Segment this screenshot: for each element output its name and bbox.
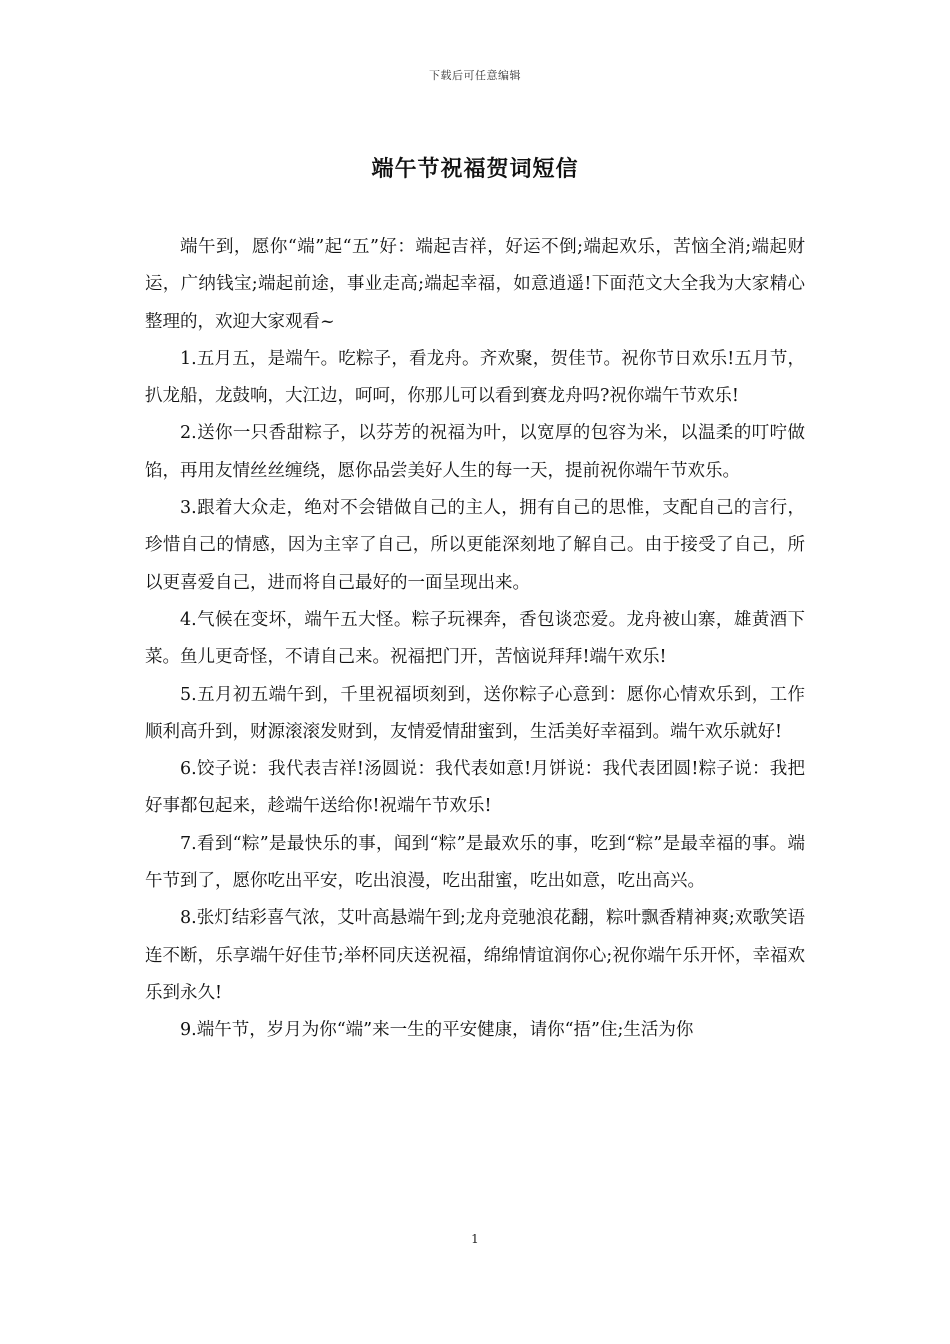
blessing-item-6: 6.饺子说：我代表吉祥!汤圆说：我代表如意!月饼说：我代表团圆!粽子说：我把好事都包起来，趁端午送给你!祝端午节欢乐! — [145, 759, 805, 817]
blessing-item-1: 1.五月五，是端午。吃粽子，看龙舟。齐欢聚，贺佳节。祝你节日欢乐!五月节，扒龙船，龙鼓响，大江边，呵呵，你那儿可以看到赛龙舟吗?祝你端午节欢乐! — [145, 348, 805, 407]
header-note: 下载后可任意编辑 — [429, 69, 521, 82]
page-number: 1 — [471, 1232, 479, 1246]
blessing-item-5: 5.五月初五端午到，千里祝福顷刻到，送你粽子心意到：愿你心情欢乐到，工作顺利高升到，财源滚滚发财到，友情爱情甜蜜到，生活美好幸福到。端午欢乐就好! — [145, 684, 805, 742]
blessing-item-7: 7.看到“粽”是最快乐的事，闻到“粽”是最欢乐的事，吃到“粽”是最幸福的事。端午节到了，愿你吃出平安，吃出浪漫，吃出甜蜜，吃出如意，吃出高兴。 — [145, 833, 805, 892]
blessing-item-8: 8.张灯结彩喜气浓，艾叶高悬端午到;龙舟竞驰浪花翻，粽叶飘香精神爽;欢歌笑语连不断，乐享端午好佳节;举杯同庆送祝福，绵绵情谊润你心;祝你端午乐开怀，幸福欢乐到永久! — [145, 908, 805, 1003]
intro-paragraph: 端午到，愿你“端”起“五”好：端起吉祥，好运不倒;端起欢乐，苦恼全消;端起财运，广纳钱宝;端起前途，事业走高;端起幸福，如意逍遥!下面范文大全我为大家精心整理的，欢迎大家观看~ — [145, 237, 805, 332]
blessing-item-4: 4.气候在变坏，端午五大怪。粽子玩裸奔，香包谈恋爱。龙舟被山寨，雄黄酒下菜。鱼儿更奇怪，不请自己来。祝福把门开，苦恼说拜拜!端午欢乐! — [145, 609, 805, 668]
document-body — [145, 229, 805, 1050]
page-title: 端午节祝福贺词短信 — [371, 156, 579, 182]
blessing-item-2: 2.送你一只香甜粽子，以芬芳的祝福为叶，以宽厚的包容为米，以温柔的叮咛做馅，再用友情丝丝缠绕，愿你品尝美好人生的每一天，提前祝你端午节欢乐。 — [145, 423, 805, 481]
blessing-item-9: 9.端午节，岁月为你“端”来一生的平安健康，请你“捂”住;生活为你 — [180, 1020, 694, 1041]
blessing-item-3: 3.跟着大众走，绝对不会错做自己的主人，拥有自己的思惟，支配自己的言行，珍惜自己的情感，因为主宰了自己，所以更能深刻地了解自己。由于接受了自己，所以更喜爱自己，进而将自己最好的一面呈现出来。 — [145, 498, 805, 593]
